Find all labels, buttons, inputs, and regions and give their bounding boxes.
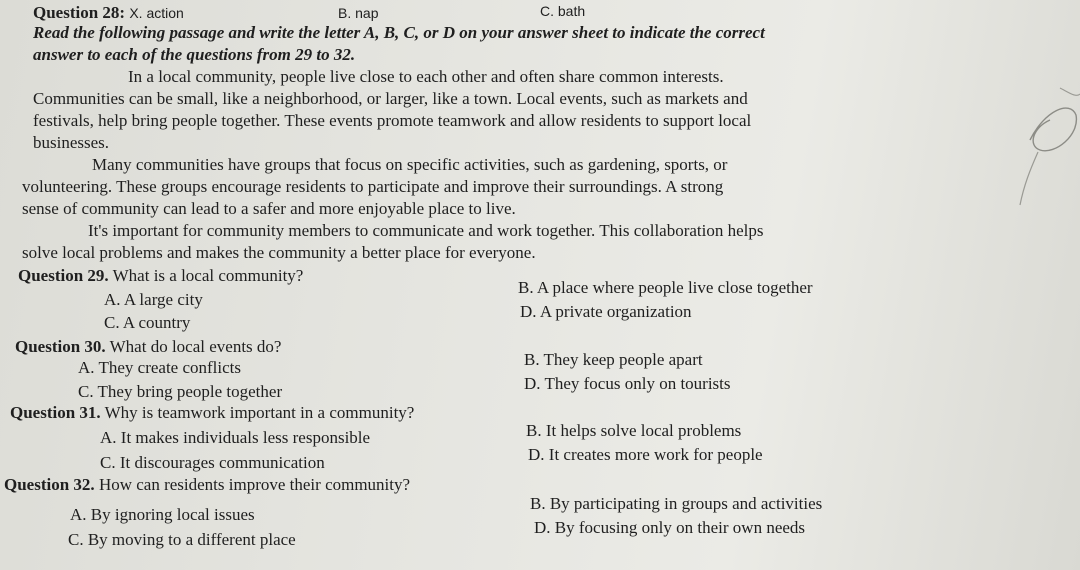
answer-option: C. They bring people together: [78, 382, 283, 401]
question-label: Question 32.: [4, 475, 95, 494]
passage-line: Many communities have groups that focus on specific activities, such as gardening, sports, or: [92, 155, 728, 174]
answer-option: C. A country: [104, 313, 191, 332]
answer-option: B. They keep people apart: [524, 350, 703, 369]
answer-option: A. It makes individuals less responsible: [100, 428, 371, 447]
answer-option: C. It discourages communication: [100, 453, 325, 472]
instruction-line-2: answer to each of the questions from 29 to 32.: [33, 45, 356, 64]
q28-option-a: X. action: [129, 5, 184, 21]
question-label: Question 30.: [15, 337, 106, 356]
q28-label: Question 28:: [33, 3, 126, 22]
question-32: [4, 475, 410, 495]
passage-line: volunteering. These groups encourage residents to participate and improve their surroundings. A strong: [22, 177, 724, 196]
answer-option: A. By ignoring local issues: [70, 505, 255, 524]
question-29: [18, 266, 303, 286]
answer-option: D. It creates more work for people: [528, 445, 763, 464]
passage-line: Communities can be small, like a neighborhood, or larger, like a town. Local events, such as markets and: [33, 89, 748, 108]
question-label: Question 29.: [18, 266, 109, 285]
passage-line: In a local community, people live close to each other and often share common interests.: [128, 67, 724, 86]
answer-option: D. By focusing only on their own needs: [534, 518, 806, 537]
q28-option-b: B. nap: [338, 5, 379, 21]
question-text: How can residents improve their community?: [94, 475, 411, 494]
question-text: What is a local community?: [108, 266, 304, 285]
q28-row: [33, 3, 184, 23]
answer-option: A. A large city: [104, 290, 203, 309]
question-30: [15, 337, 281, 357]
answer-option: B. By participating in groups and activities: [530, 494, 823, 513]
question-31: [10, 403, 414, 423]
answer-option: D. They focus only on tourists: [524, 374, 731, 393]
question-text: What do local events do?: [105, 337, 282, 356]
answer-option: D. A private organization: [520, 302, 692, 321]
passage-line: festivals, help bring people together. These events promote teamwork and allow residents to support local: [33, 111, 752, 130]
passage-line: sense of community can lead to a safer and more enjoyable place to live.: [22, 199, 516, 218]
answer-option: B. It helps solve local problems: [526, 421, 742, 440]
instruction-line-1: Read the following passage and write the letter A, B, C, or D on your answer sheet to indicate the correct: [33, 23, 765, 42]
answer-option: B. A place where people live close together: [518, 278, 813, 297]
question-label: Question 31.: [10, 403, 101, 422]
passage-line: It's important for community members to communicate and work together. This collaboration helps: [88, 221, 764, 240]
passage-line: solve local problems and makes the community a better place for everyone.: [22, 243, 536, 262]
passage-line: businesses.: [33, 133, 110, 152]
answer-option: C. By moving to a different place: [68, 530, 296, 549]
pencil-scribble-icon: [1010, 80, 1080, 210]
question-text: Why is teamwork important in a community?: [100, 403, 415, 422]
q28-option-c: C. bath: [540, 3, 586, 19]
answer-option: A. They create conflicts: [78, 358, 242, 377]
